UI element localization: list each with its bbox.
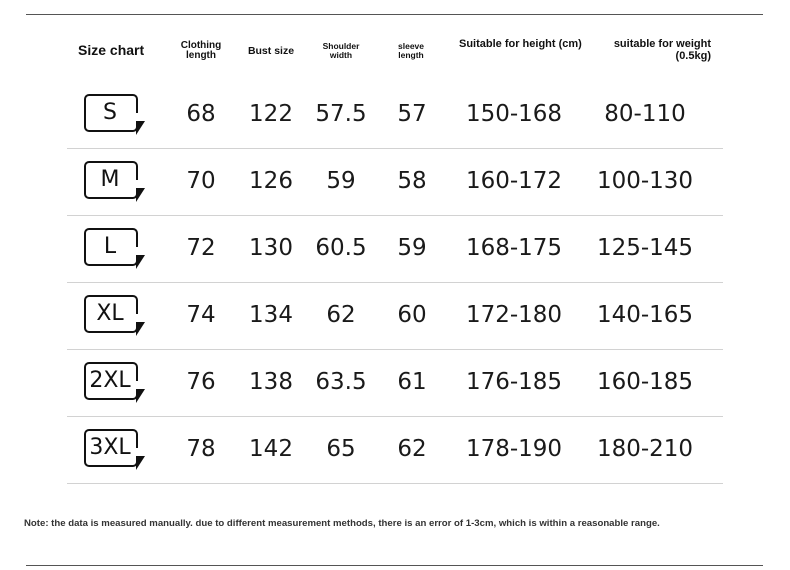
cell-height: 168-175 — [465, 235, 563, 261]
size-tag — [84, 228, 140, 268]
size-tag — [84, 429, 140, 469]
table-row-xl — [0, 283, 790, 350]
cell-weight: 160-185 — [596, 369, 694, 395]
cell-height: 150-168 — [465, 101, 563, 127]
bottom-rule — [26, 565, 763, 566]
cell-shoulder: 57.5 — [315, 101, 367, 127]
cell-weight: 140-165 — [596, 302, 694, 328]
cell-bust: 126 — [249, 168, 293, 194]
size-tag — [84, 295, 140, 335]
header-shoulder-width: Shoulder width — [322, 41, 360, 60]
size-tag — [84, 161, 140, 201]
cell-bust: 122 — [249, 101, 293, 127]
cell-bust: 130 — [249, 235, 293, 261]
size-label: S — [103, 100, 117, 125]
cell-weight: 80-110 — [604, 101, 686, 127]
cell-sleeve: 57 — [397, 101, 427, 127]
cell-clothing-length: 76 — [186, 369, 216, 395]
cell-clothing-length: 70 — [186, 168, 216, 194]
table-row-s — [0, 82, 790, 149]
size-label: M — [100, 167, 120, 192]
size-label: 2XL — [89, 368, 131, 393]
cell-sleeve: 62 — [397, 436, 427, 462]
table-row-l — [0, 216, 790, 283]
size-tag — [84, 362, 140, 402]
cell-sleeve: 59 — [397, 235, 427, 261]
cell-shoulder: 65 — [326, 436, 356, 462]
cell-sleeve: 61 — [397, 369, 427, 395]
header-clothing-length: Clothing length — [180, 40, 222, 61]
cell-height: 178-190 — [465, 436, 563, 462]
cell-weight: 180-210 — [596, 436, 694, 462]
row-divider — [67, 483, 723, 484]
cell-bust: 142 — [249, 436, 293, 462]
cell-weight: 125-145 — [596, 235, 694, 261]
size-chart-title: Size chart — [78, 42, 145, 58]
cell-height: 176-185 — [465, 369, 563, 395]
table-row-m — [0, 149, 790, 216]
cell-shoulder: 63.5 — [315, 369, 367, 395]
table-row-2xl — [0, 350, 790, 417]
cell-clothing-length: 78 — [186, 436, 216, 462]
cell-shoulder: 60.5 — [315, 235, 367, 261]
header-bust-size: Bust size — [247, 45, 295, 57]
cell-sleeve: 60 — [397, 302, 427, 328]
cell-sleeve: 58 — [397, 168, 427, 194]
cell-weight: 100-130 — [596, 168, 694, 194]
size-label: XL — [96, 301, 124, 326]
size-label: L — [103, 234, 117, 259]
size-tag — [84, 94, 140, 134]
cell-bust: 134 — [249, 302, 293, 328]
cell-shoulder: 62 — [326, 302, 356, 328]
header-weight: suitable for weight (0.5kg) — [613, 38, 711, 62]
size-label: 3XL — [89, 435, 131, 460]
table-row-3xl — [0, 417, 790, 484]
top-rule — [26, 14, 763, 15]
cell-height: 172-180 — [465, 302, 563, 328]
cell-clothing-length: 72 — [186, 235, 216, 261]
cell-clothing-length: 74 — [186, 302, 216, 328]
cell-height: 160-172 — [465, 168, 563, 194]
cell-shoulder: 59 — [326, 168, 356, 194]
cell-clothing-length: 68 — [186, 101, 216, 127]
measurement-note: Note: the data is measured manually. due to different measurement methods, there is an error of 1-3cm, which is within a reasonable range. — [24, 518, 660, 529]
cell-bust: 138 — [249, 369, 293, 395]
header-height: Suitable for height (cm) — [459, 38, 582, 50]
header-sleeve-length: sleeve length — [398, 41, 424, 60]
